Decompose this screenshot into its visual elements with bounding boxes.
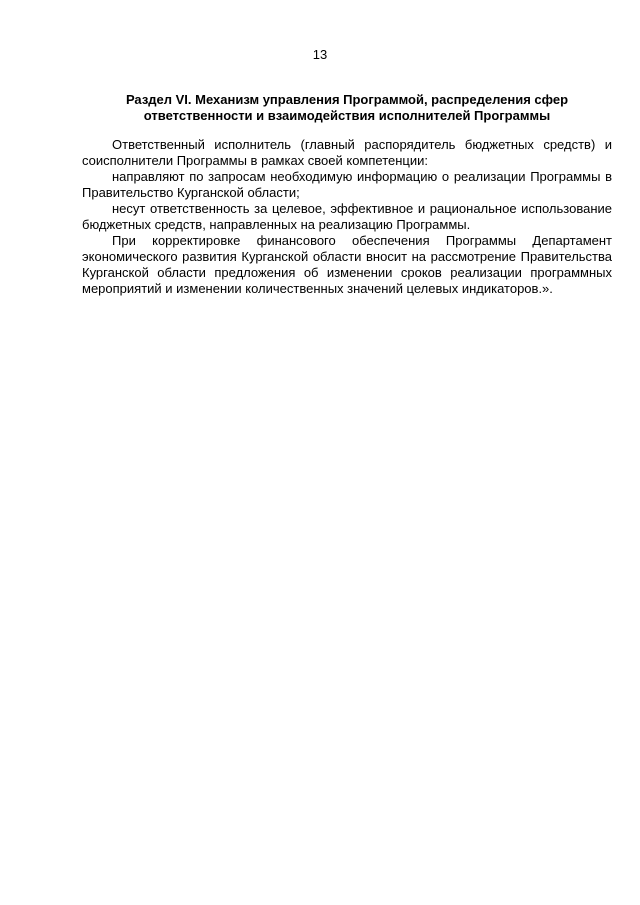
paragraph-responsible-executor: Ответственный исполнитель (главный распорядитель бюджетных средств) и соисполнители Программы в рамках своей компетенции: <box>82 137 612 168</box>
section-title-line-1: Раздел VI. Механизм управления Программой, распределения сфер <box>125 92 569 107</box>
paragraph-responsibility: несут ответственность за целевое, эффективное и рациональное использование бюджетных средств, направленных на реализацию Программы. <box>82 201 612 232</box>
paragraph-financial-adjustment: При корректировке финансового обеспечения Программы Департамент экономического развития Курганской области вносит на рассмотрение Правительства Курганской области предложения об изменении сроков реализации программных мероприятий и изменении количественных значений целевых индикаторов.». <box>82 233 612 296</box>
page-number: 13 <box>312 47 328 62</box>
section-title <box>82 92 612 124</box>
section-title-line-2: ответственности и взаимодействия исполнителей Программы <box>143 108 551 123</box>
body-text <box>82 137 612 297</box>
paragraph-send-information: направляют по запросам необходимую информацию о реализации Программы в Правительство Курганской области; <box>82 169 612 200</box>
